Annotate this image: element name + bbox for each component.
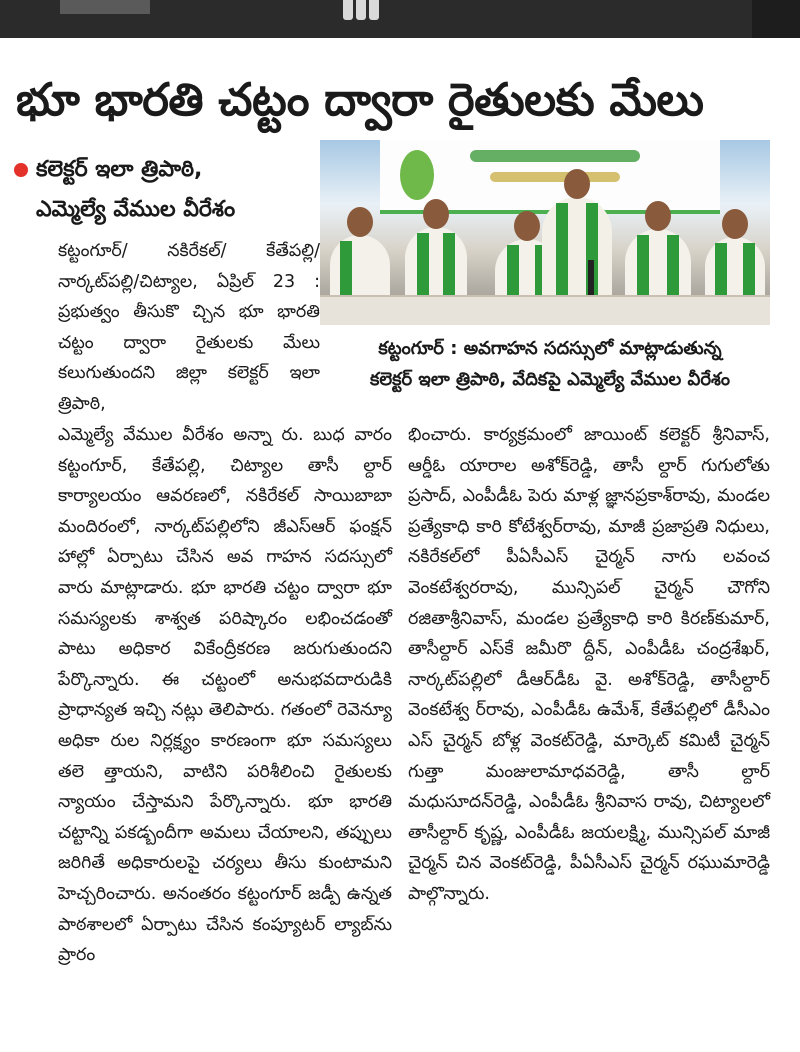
article-paragraph: ఎమ్మెల్యే వేముల వీరేశం అన్నా రు. బుధ వారం కట్టంగూర్, కేతేపల్లి, చిట్యాల తాసీ ల్దార్ కార్యాలయం ఆవరణలో, నకిరేకల్ సాయిబాబా మందిరంలో, నార్కట్‌పల్లిలోని జీఎస్‌ఆర్ ఫంక్షన్ హాల్లో ఏర్పాటు చేసిన అవ గాహన సదస్సులో వారు మాట్లాడారు. భూ భారతి చట్టం ద్వారా భూ సమస్యలకు శాశ్వత పరిష్కారం లభించడంతో పాటు అధికార వికేంద్రీకరణ జరుగుతుందని పేర్కొన్నారు. ఈ చట్టంలో అనుభవదారుడికి ప్రాధాన్యత ఇచ్చి నట్లు తెలిపారు. గతంలో రెవెన్యూ అధికా రుల నిర్లక్ష్యం కారణంగా భూ సమస్యలు తలె త్తాయని, వాటిని పరిశీలించి రైతులకు న్యాయం చేస్తామని పేర్కొన్నారు. భూ భారతి చట్టాన్ని పకడ్బందీగా అమలు చేయాలని, తప్పులు జరిగితే అధికారులపై చర్యలు తీసు కుంటామని హెచ్చరించారు. అనంతరం కట్టంగూర్ జడ్పీ ఉన్నత పాఠశాలలో ఏర్పాటు చేసిన కంప్యూటర్ ల్యాబ్‌ను ప్రారం <box>58 425 392 966</box>
banner-subtext-strip <box>490 172 620 182</box>
article-headline: భూ భారతి చట్టం ద్వారా రైతులకు మేలు <box>16 73 704 126</box>
masthead-block <box>60 0 150 14</box>
stage-table <box>320 295 770 325</box>
caption-line-2: కలెక్టర్ ఇలా త్రిపాఠి, వేదికపై ఎమ్మెల్యే వేముల వీరేశం <box>369 369 731 390</box>
caption-line-1: కట్టంగూర్ : అవగాహన సదస్సులో మాట్లాడుతున్న <box>378 338 722 359</box>
subhead-line-2: ఎమ్మెల్యే వేముల వీరేశం <box>36 197 236 222</box>
masthead-glyph-icon <box>343 0 379 20</box>
masthead-edge-block <box>752 0 800 38</box>
masthead-bar <box>0 0 800 38</box>
news-photo <box>320 140 770 325</box>
subhead-line-1: కలెక్టర్ ఇలా త్రిపాఠి, <box>36 157 203 182</box>
article-column-2 <box>408 420 770 910</box>
banner-text-strip <box>470 150 640 162</box>
article-paragraph: కట్టంగూర్/ నకిరేకల్/ కేతేపల్లి/ నార్కట్‌పల్లి/చిట్యాల, ఏప్రిల్ 23 : ప్రభుత్వం తీసుకొ చ్చిన భూ భారతి చట్టం ద్వారా రైతులకు మేలు కలుగుతుందని జిల్లా కలెక్టర్ ఇలా త్రిపాఠి, <box>58 241 320 414</box>
photo-caption <box>330 333 770 395</box>
article-column-1 <box>58 420 392 971</box>
article-paragraph: భించారు. కార్యక్రమంలో జాయింట్ కలెక్టర్ శ్రీనివాస్, ఆర్డీఓ యారాల అశోక్‌రెడ్డి, తాసీ ల్దార్ గుగులోతు ప్రసాద్, ఎంపీడీఓ పెరు మాళ్ల జ్ఞానప్రకాశ్‌రావు, మండల ప్రత్యేకాధి కారి కోటేశ్వర్‌రావు, మాజీ ప్రజాప్రతి నిధులు, నకిరేకల్‌లో పీఏసీఎస్ చైర్మన్ నాగు లవంచ వెంకటేశ్వరరావు, మున్సిపల్ చైర్మన్ చౌగోని రజితాశ్రీనివాస్, మండల ప్రత్యేకాధి కారి కిరణ్‌కుమార్, తాసీల్దార్ ఎస్‌కే జమీరొ ద్దీన్, ఎంపీడీఓ చంద్రశేఖర్, నార్కట్‌పల్లిలో డీఆర్‌డీఓ వై. అశోక్‌రెడ్డి, తాసీల్దార్ వెంకటేశ్వ ర్‌రావు, ఎంపీడీఓ ఉమేశ్, కేతేపల్లిలో డీసీఎం ఎస్ చైర్మన్ బోళ్ల వెంకట్‌రెడ్డి, మార్కెట్ కమిటీ చైర్మన్ గుత్తా మంజులామాధవరెడ్డి, తాసీ ల్దార్ మధుసూదన్‌రెడ్డి, ఎంపీడీఓ శ్రీనివాస రావు, చిట్యాలలో తాసీల్దార్ కృష్ణ, ఎంపీడీఓ జయలక్ష్మి, మున్సిపల్ మాజీ చైర్మన్ చిన వెంకట్‌రెడ్డి, పీఏసీఎస్ చైర్మన్ రఘుమారెడ్డి పాల్గొన్నారు. <box>408 425 770 904</box>
article-subhead <box>36 150 326 230</box>
article-column-1-top <box>58 236 320 420</box>
banner-logo-icon <box>400 150 434 200</box>
red-bullet-icon <box>14 163 28 177</box>
